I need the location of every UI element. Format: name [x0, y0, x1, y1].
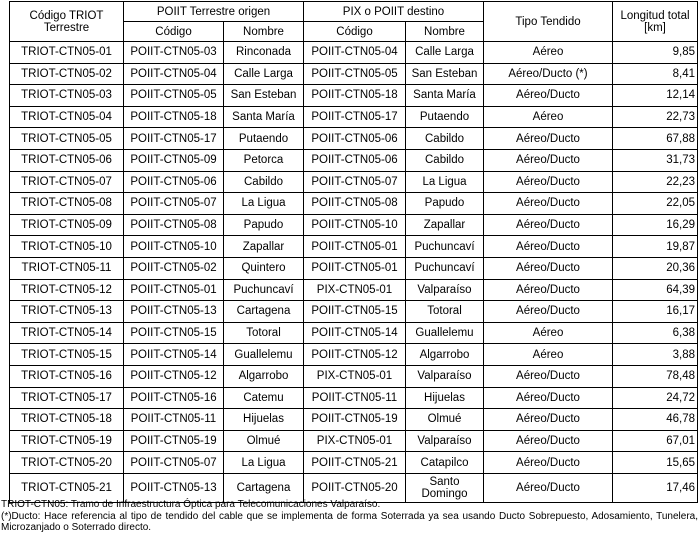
cell-destination-code: POIIT-CTN05-11: [304, 387, 406, 409]
footnotes: [1, 499, 698, 534]
table-row: [10, 236, 698, 258]
cell-triot-code: TRIOT-CTN05-19: [10, 430, 124, 452]
table-row: [10, 106, 698, 128]
cell-destination-code: PIX-CTN05-01: [304, 279, 406, 301]
cell-destination-name: Guallelemu: [406, 322, 484, 344]
cell-destination-code: POIIT-CTN05-14: [304, 322, 406, 344]
table-row: [10, 387, 698, 409]
cell-longitud: 16,29: [613, 214, 698, 236]
cell-origin-code: POIIT-CTN05-01: [124, 279, 224, 301]
cell-origin-name: La Ligua: [224, 452, 304, 474]
table-row: [10, 193, 698, 215]
cell-longitud: 67,01: [613, 430, 698, 452]
cell-longitud: 3,88: [613, 344, 698, 366]
cell-triot-code: TRIOT-CTN05-02: [10, 63, 124, 85]
cell-origin-name: Santa María: [224, 106, 304, 128]
cell-destination-name: Valparaíso: [406, 279, 484, 301]
cell-triot-code: TRIOT-CTN05-16: [10, 365, 124, 387]
cell-triot-code: TRIOT-CTN05-07: [10, 171, 124, 193]
table-row: [10, 149, 698, 171]
cell-destination-name: Cabildo: [406, 149, 484, 171]
header-codigo-triot: Código TRIOT Terrestre: [10, 2, 124, 42]
cell-longitud: 15,65: [613, 452, 698, 474]
cell-tipo-tendido: Aéreo/Ducto: [484, 279, 613, 301]
cell-longitud: 22,23: [613, 171, 698, 193]
cell-tipo-tendido: Aéreo/Ducto: [484, 387, 613, 409]
cell-destination-code: POIIT-CTN05-04: [304, 42, 406, 64]
header-origen-nombre: Nombre: [224, 22, 304, 42]
cell-origin-code: POIIT-CTN05-05: [124, 85, 224, 107]
cell-origin-name: Putaendo: [224, 128, 304, 150]
cell-origin-code: POIIT-CTN05-08: [124, 214, 224, 236]
cell-triot-code: TRIOT-CTN05-21: [10, 473, 124, 502]
cell-origin-name: Cartagena: [224, 301, 304, 323]
cell-origin-name: Cabildo: [224, 171, 304, 193]
cell-triot-code: TRIOT-CTN05-15: [10, 344, 124, 366]
cell-triot-code: TRIOT-CTN05-08: [10, 193, 124, 215]
cell-destination-code: POIIT-CTN05-15: [304, 301, 406, 323]
table-row: [10, 452, 698, 474]
cell-destination-code: POIIT-CTN05-05: [304, 63, 406, 85]
cell-origin-name: Petorca: [224, 149, 304, 171]
table-row: [10, 430, 698, 452]
cell-destination-name: La Ligua: [406, 171, 484, 193]
cell-origin-name: Papudo: [224, 214, 304, 236]
table-row: [10, 128, 698, 150]
cell-destination-name: San Esteban: [406, 63, 484, 85]
cell-destination-name: Santa María: [406, 85, 484, 107]
cell-longitud: 6,38: [613, 322, 698, 344]
cell-origin-name: Calle Larga: [224, 63, 304, 85]
cell-destination-code: POIIT-CTN05-06: [304, 149, 406, 171]
triot-table: [9, 1, 698, 503]
cell-destination-name: Olmué: [406, 409, 484, 431]
cell-longitud: 19,87: [613, 236, 698, 258]
cell-longitud: 20,36: [613, 257, 698, 279]
cell-triot-code: TRIOT-CTN05-05: [10, 128, 124, 150]
cell-triot-code: TRIOT-CTN05-01: [10, 42, 124, 64]
cell-longitud: 46,78: [613, 409, 698, 431]
cell-longitud: 12,14: [613, 85, 698, 107]
cell-destination-code: POIIT-CTN05-07: [304, 171, 406, 193]
cell-destination-name: Valparaíso: [406, 365, 484, 387]
table-row: [10, 344, 698, 366]
cell-tipo-tendido: Aéreo: [484, 106, 613, 128]
header-row-1: [10, 2, 698, 22]
cell-destination-name: Hijuelas: [406, 387, 484, 409]
cell-origin-name: Olmué: [224, 430, 304, 452]
cell-tipo-tendido: Aéreo/Ducto: [484, 257, 613, 279]
cell-origin-name: Quintero: [224, 257, 304, 279]
cell-tipo-tendido: Aéreo/Ducto: [484, 149, 613, 171]
cell-tipo-tendido: Aéreo/Ducto: [484, 214, 613, 236]
cell-origin-code: POIIT-CTN05-10: [124, 236, 224, 258]
header-origen-codigo: Código: [124, 22, 224, 42]
table-row: [10, 409, 698, 431]
cell-longitud: 9,85: [613, 42, 698, 64]
cell-tipo-tendido: Aéreo: [484, 344, 613, 366]
table-row: [10, 322, 698, 344]
cell-origin-name: San Esteban: [224, 85, 304, 107]
cell-triot-code: TRIOT-CTN05-04: [10, 106, 124, 128]
cell-origin-name: Algarrobo: [224, 365, 304, 387]
cell-destination-code: POIIT-CTN05-08: [304, 193, 406, 215]
cell-origin-code: POIIT-CTN05-12: [124, 365, 224, 387]
cell-tipo-tendido: Aéreo/Ducto: [484, 473, 613, 502]
cell-origin-name: Cartagena: [224, 473, 304, 502]
header-origen-group: POIIT Terrestre origen: [124, 2, 304, 22]
cell-longitud: 31,73: [613, 149, 698, 171]
table-row: [10, 85, 698, 107]
cell-origin-name: Guallelemu: [224, 344, 304, 366]
cell-destination-code: POIIT-CTN05-01: [304, 236, 406, 258]
table-row: [10, 365, 698, 387]
cell-tipo-tendido: Aéreo: [484, 322, 613, 344]
cell-origin-code: POIIT-CTN05-07: [124, 452, 224, 474]
cell-triot-code: TRIOT-CTN05-12: [10, 279, 124, 301]
cell-destination-name: Valparaíso: [406, 430, 484, 452]
cell-triot-code: TRIOT-CTN05-03: [10, 85, 124, 107]
cell-destination-code: POIIT-CTN05-12: [304, 344, 406, 366]
header-tipo-tendido: Tipo Tendido: [484, 2, 613, 42]
cell-destination-code: POIIT-CTN05-06: [304, 128, 406, 150]
cell-tipo-tendido: Aéreo/Ducto: [484, 301, 613, 323]
cell-destination-code: POIIT-CTN05-01: [304, 257, 406, 279]
cell-destination-code: PIX-CTN05-01: [304, 430, 406, 452]
table-row: [10, 279, 698, 301]
cell-tipo-tendido: Aéreo/Ducto: [484, 85, 613, 107]
cell-longitud: 22,05: [613, 193, 698, 215]
cell-origin-code: POIIT-CTN05-13: [124, 301, 224, 323]
cell-triot-code: TRIOT-CTN05-17: [10, 387, 124, 409]
cell-destination-code: POIIT-CTN05-17: [304, 106, 406, 128]
cell-origin-code: POIIT-CTN05-13: [124, 473, 224, 502]
cell-origin-name: Rinconada: [224, 42, 304, 64]
cell-destination-name: Puchuncaví: [406, 257, 484, 279]
cell-destination-name: Catapilco: [406, 452, 484, 474]
cell-destination-name: Totoral: [406, 301, 484, 323]
cell-tipo-tendido: Aéreo/Ducto (*): [484, 63, 613, 85]
cell-tipo-tendido: Aéreo/Ducto: [484, 365, 613, 387]
cell-origin-code: POIIT-CTN05-14: [124, 344, 224, 366]
table-row: [10, 42, 698, 64]
cell-longitud: 67,88: [613, 128, 698, 150]
table-body: [10, 42, 698, 503]
cell-destination-code: PIX-CTN05-01: [304, 365, 406, 387]
cell-origin-code: POIIT-CTN05-16: [124, 387, 224, 409]
cell-origin-code: POIIT-CTN05-03: [124, 42, 224, 64]
cell-triot-code: TRIOT-CTN05-20: [10, 452, 124, 474]
footnote-triot: TRIOT-CTN05: Tramo de Infraestructura Óptica para Telecomunicaciones Valparaíso.: [1, 499, 381, 510]
cell-longitud: 8,41: [613, 63, 698, 85]
cell-origin-code: POIIT-CTN05-09: [124, 149, 224, 171]
table-row: [10, 257, 698, 279]
cell-destination-name: Santo Domingo: [406, 473, 484, 502]
header-destino-nombre: Nombre: [406, 22, 484, 42]
cell-origin-name: Hijuelas: [224, 409, 304, 431]
cell-origin-code: POIIT-CTN05-17: [124, 128, 224, 150]
cell-triot-code: TRIOT-CTN05-09: [10, 214, 124, 236]
cell-destination-name: Cabildo: [406, 128, 484, 150]
header-destino-codigo: Código: [304, 22, 406, 42]
cell-origin-code: POIIT-CTN05-07: [124, 193, 224, 215]
cell-origin-code: POIIT-CTN05-19: [124, 430, 224, 452]
cell-origin-name: Totoral: [224, 322, 304, 344]
cell-tipo-tendido: Aéreo/Ducto: [484, 409, 613, 431]
cell-origin-name: La Ligua: [224, 193, 304, 215]
cell-destination-code: POIIT-CTN05-10: [304, 214, 406, 236]
cell-origin-name: Catemu: [224, 387, 304, 409]
cell-longitud: 64,39: [613, 279, 698, 301]
cell-tipo-tendido: Aéreo/Ducto: [484, 193, 613, 215]
cell-longitud: 16,17: [613, 301, 698, 323]
cell-longitud: 78,48: [613, 365, 698, 387]
table-row: [10, 171, 698, 193]
cell-tipo-tendido: Aéreo/Ducto: [484, 128, 613, 150]
cell-tipo-tendido: Aéreo/Ducto: [484, 452, 613, 474]
header-longitud: Longitud total [km]: [613, 2, 698, 42]
header-destino-group: PIX o POIIT destino: [304, 2, 484, 22]
cell-origin-name: Puchuncaví: [224, 279, 304, 301]
cell-tipo-tendido: Aéreo/Ducto: [484, 236, 613, 258]
cell-triot-code: TRIOT-CTN05-14: [10, 322, 124, 344]
cell-origin-code: POIIT-CTN05-15: [124, 322, 224, 344]
cell-origin-code: POIIT-CTN05-02: [124, 257, 224, 279]
cell-tipo-tendido: Aéreo/Ducto: [484, 171, 613, 193]
cell-destination-name: Zapallar: [406, 214, 484, 236]
cell-destination-name: Papudo: [406, 193, 484, 215]
cell-origin-code: POIIT-CTN05-06: [124, 171, 224, 193]
table-row: [10, 301, 698, 323]
cell-destination-code: POIIT-CTN05-19: [304, 409, 406, 431]
cell-longitud: 24,72: [613, 387, 698, 409]
cell-longitud: 17,46: [613, 473, 698, 502]
cell-destination-name: Calle Larga: [406, 42, 484, 64]
table-row: [10, 63, 698, 85]
cell-destination-name: Puchuncaví: [406, 236, 484, 258]
cell-destination-code: POIIT-CTN05-21: [304, 452, 406, 474]
cell-origin-name: Zapallar: [224, 236, 304, 258]
cell-destination-code: POIIT-CTN05-20: [304, 473, 406, 502]
cell-triot-code: TRIOT-CTN05-10: [10, 236, 124, 258]
cell-triot-code: TRIOT-CTN05-06: [10, 149, 124, 171]
cell-origin-code: POIIT-CTN05-18: [124, 106, 224, 128]
cell-triot-code: TRIOT-CTN05-18: [10, 409, 124, 431]
cell-destination-name: Putaendo: [406, 106, 484, 128]
cell-origin-code: POIIT-CTN05-11: [124, 409, 224, 431]
cell-destination-name: Algarrobo: [406, 344, 484, 366]
cell-longitud: 22,73: [613, 106, 698, 128]
cell-triot-code: TRIOT-CTN05-11: [10, 257, 124, 279]
footnote-ducto: (*)Ducto: Hace referencia al tipo de tendido del cable que se implementa de forma Soterrada ya sea usando Ducto Sobrepuesto, Adosamiento, Tunelera, Microzanjado o Soterrado directo.: [1, 510, 698, 533]
cell-origin-code: POIIT-CTN05-04: [124, 63, 224, 85]
table-row: [10, 214, 698, 236]
cell-tipo-tendido: Aéreo: [484, 42, 613, 64]
cell-triot-code: TRIOT-CTN05-13: [10, 301, 124, 323]
cell-destination-code: POIIT-CTN05-18: [304, 85, 406, 107]
cell-tipo-tendido: Aéreo/Ducto: [484, 430, 613, 452]
